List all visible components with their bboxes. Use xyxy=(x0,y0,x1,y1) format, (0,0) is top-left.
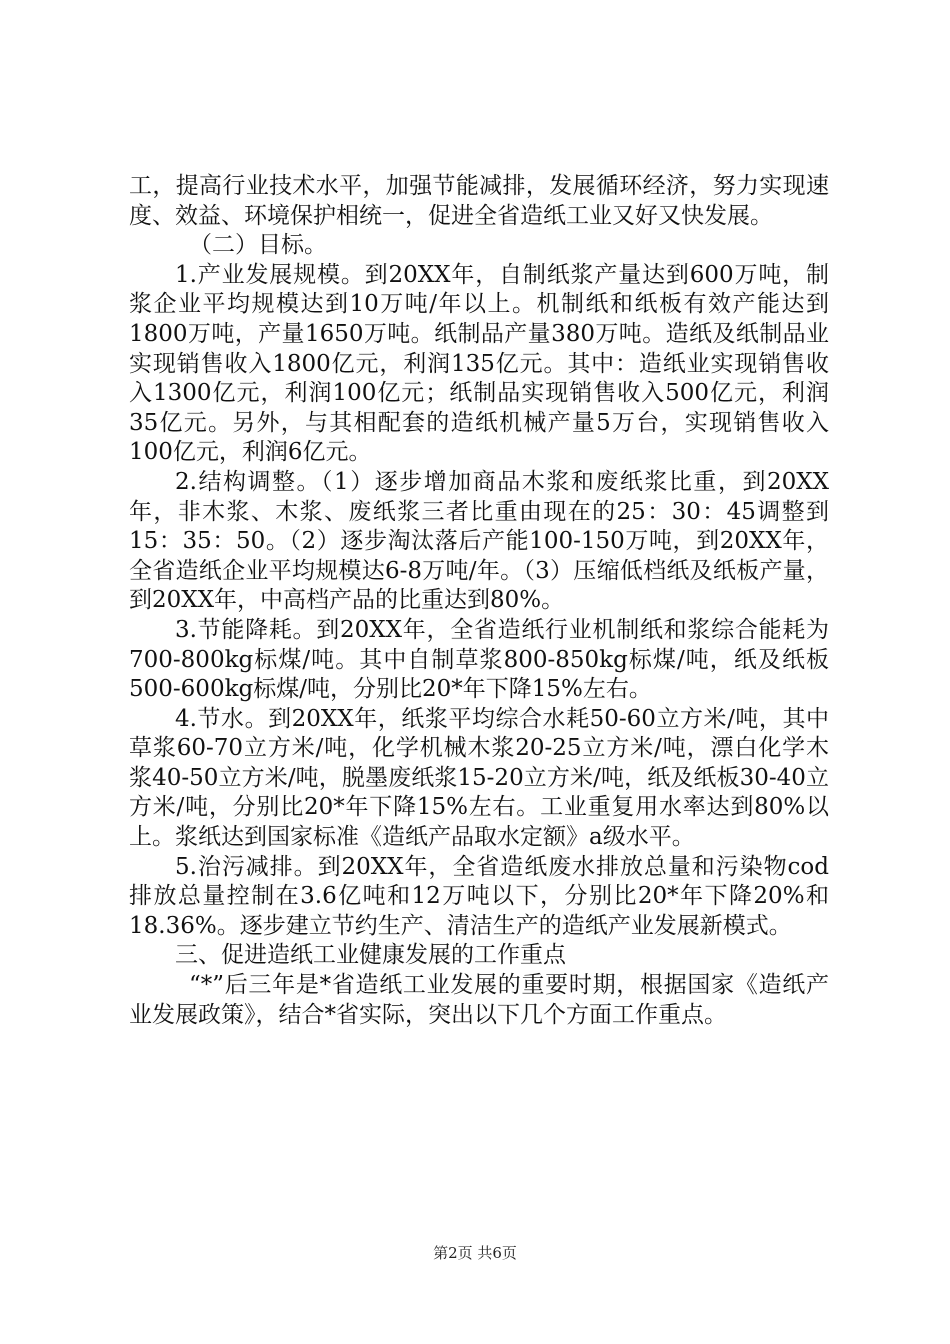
section-heading-work-focus: 三、促进造纸工业健康发展的工作重点 xyxy=(175,942,566,969)
paragraph-energy-saving: 3.节能降耗。到20XX年，全省造纸行业机制纸和浆综合能耗为700-800kg标煤/吨。其中自制草浆800-850kg标煤/吨，纸及纸板500-600kg标煤/吨，分别比20*年下降15%左右。 xyxy=(129,616,829,703)
page-number-footer: 第2页 共6页 xyxy=(433,1244,517,1262)
paragraph-industry-scale: 1.产业发展规模。到20XX年，自制纸浆产量达到600万吨，制浆企业平均规模达到10万吨/年以上。机制纸和纸板有效产能达到1800万吨，产量1650万吨。纸制品产量380万吨。造纸及纸制品业实现销售收入1800亿元，利润135亿元。其中：造纸业实现销售收入1300亿元，利润100亿元；纸制品实现销售收入500亿元，利润35亿元。另外，与其相配套的造纸机械产量5万台，实现销售收入100亿元，利润6亿元。 xyxy=(129,261,829,466)
paragraph-continuation: 工，提高行业技术水平，加强节能减排，发展循环经济，努力实现速度、效益、环境保护相统一，促进全省造纸工业又好又快发展。 xyxy=(129,173,829,229)
paragraph-water-saving: 4.节水。到20XX年，纸浆平均综合水耗50-60立方米/吨，其中草浆60-70立方米/吨，化学机械木浆20-25立方米/吨，漂白化学木浆40-50立方米/吨，脱墨废纸浆15-20立方米/吨，纸及纸板30-40立方米/吨，分别比20*年下降15%左右。工业重复用水率达到80%以上。浆纸达到国家标准《造纸产品取水定额》a级水平。 xyxy=(129,705,829,851)
paragraph-pollution-reduction: 5.治污减排。到20XX年，全省造纸废水排放总量和污染物cod排放总量控制在3.6亿吨和12万吨以下，分别比20*年下降20%和18.36%。逐步建立节约生产、清洁生产的造纸产业发展新模式。 xyxy=(129,853,829,939)
document-body xyxy=(129,172,829,1030)
paragraph-structure-adjustment: 2.结构调整。（1）逐步增加商品木浆和废纸浆比重，到20XX年，非木浆、木浆、废纸浆三者比重由现在的25：30：45调整到15：35：50。（2）逐步淘汰落后产能100-150万吨，到20XX年，全省造纸企业平均规模达6-8万吨/年。（3）压缩低档纸及纸板产量，到20XX年，中高档产品的比重达到80%。 xyxy=(129,468,829,614)
paragraph-work-focus-intro: “*”后三年是*省造纸工业发展的重要时期，根据国家《造纸产业发展政策》，结合*省实际，突出以下几个方面工作重点。 xyxy=(129,972,829,1028)
section-heading-goals: （二）目标。 xyxy=(189,232,327,259)
